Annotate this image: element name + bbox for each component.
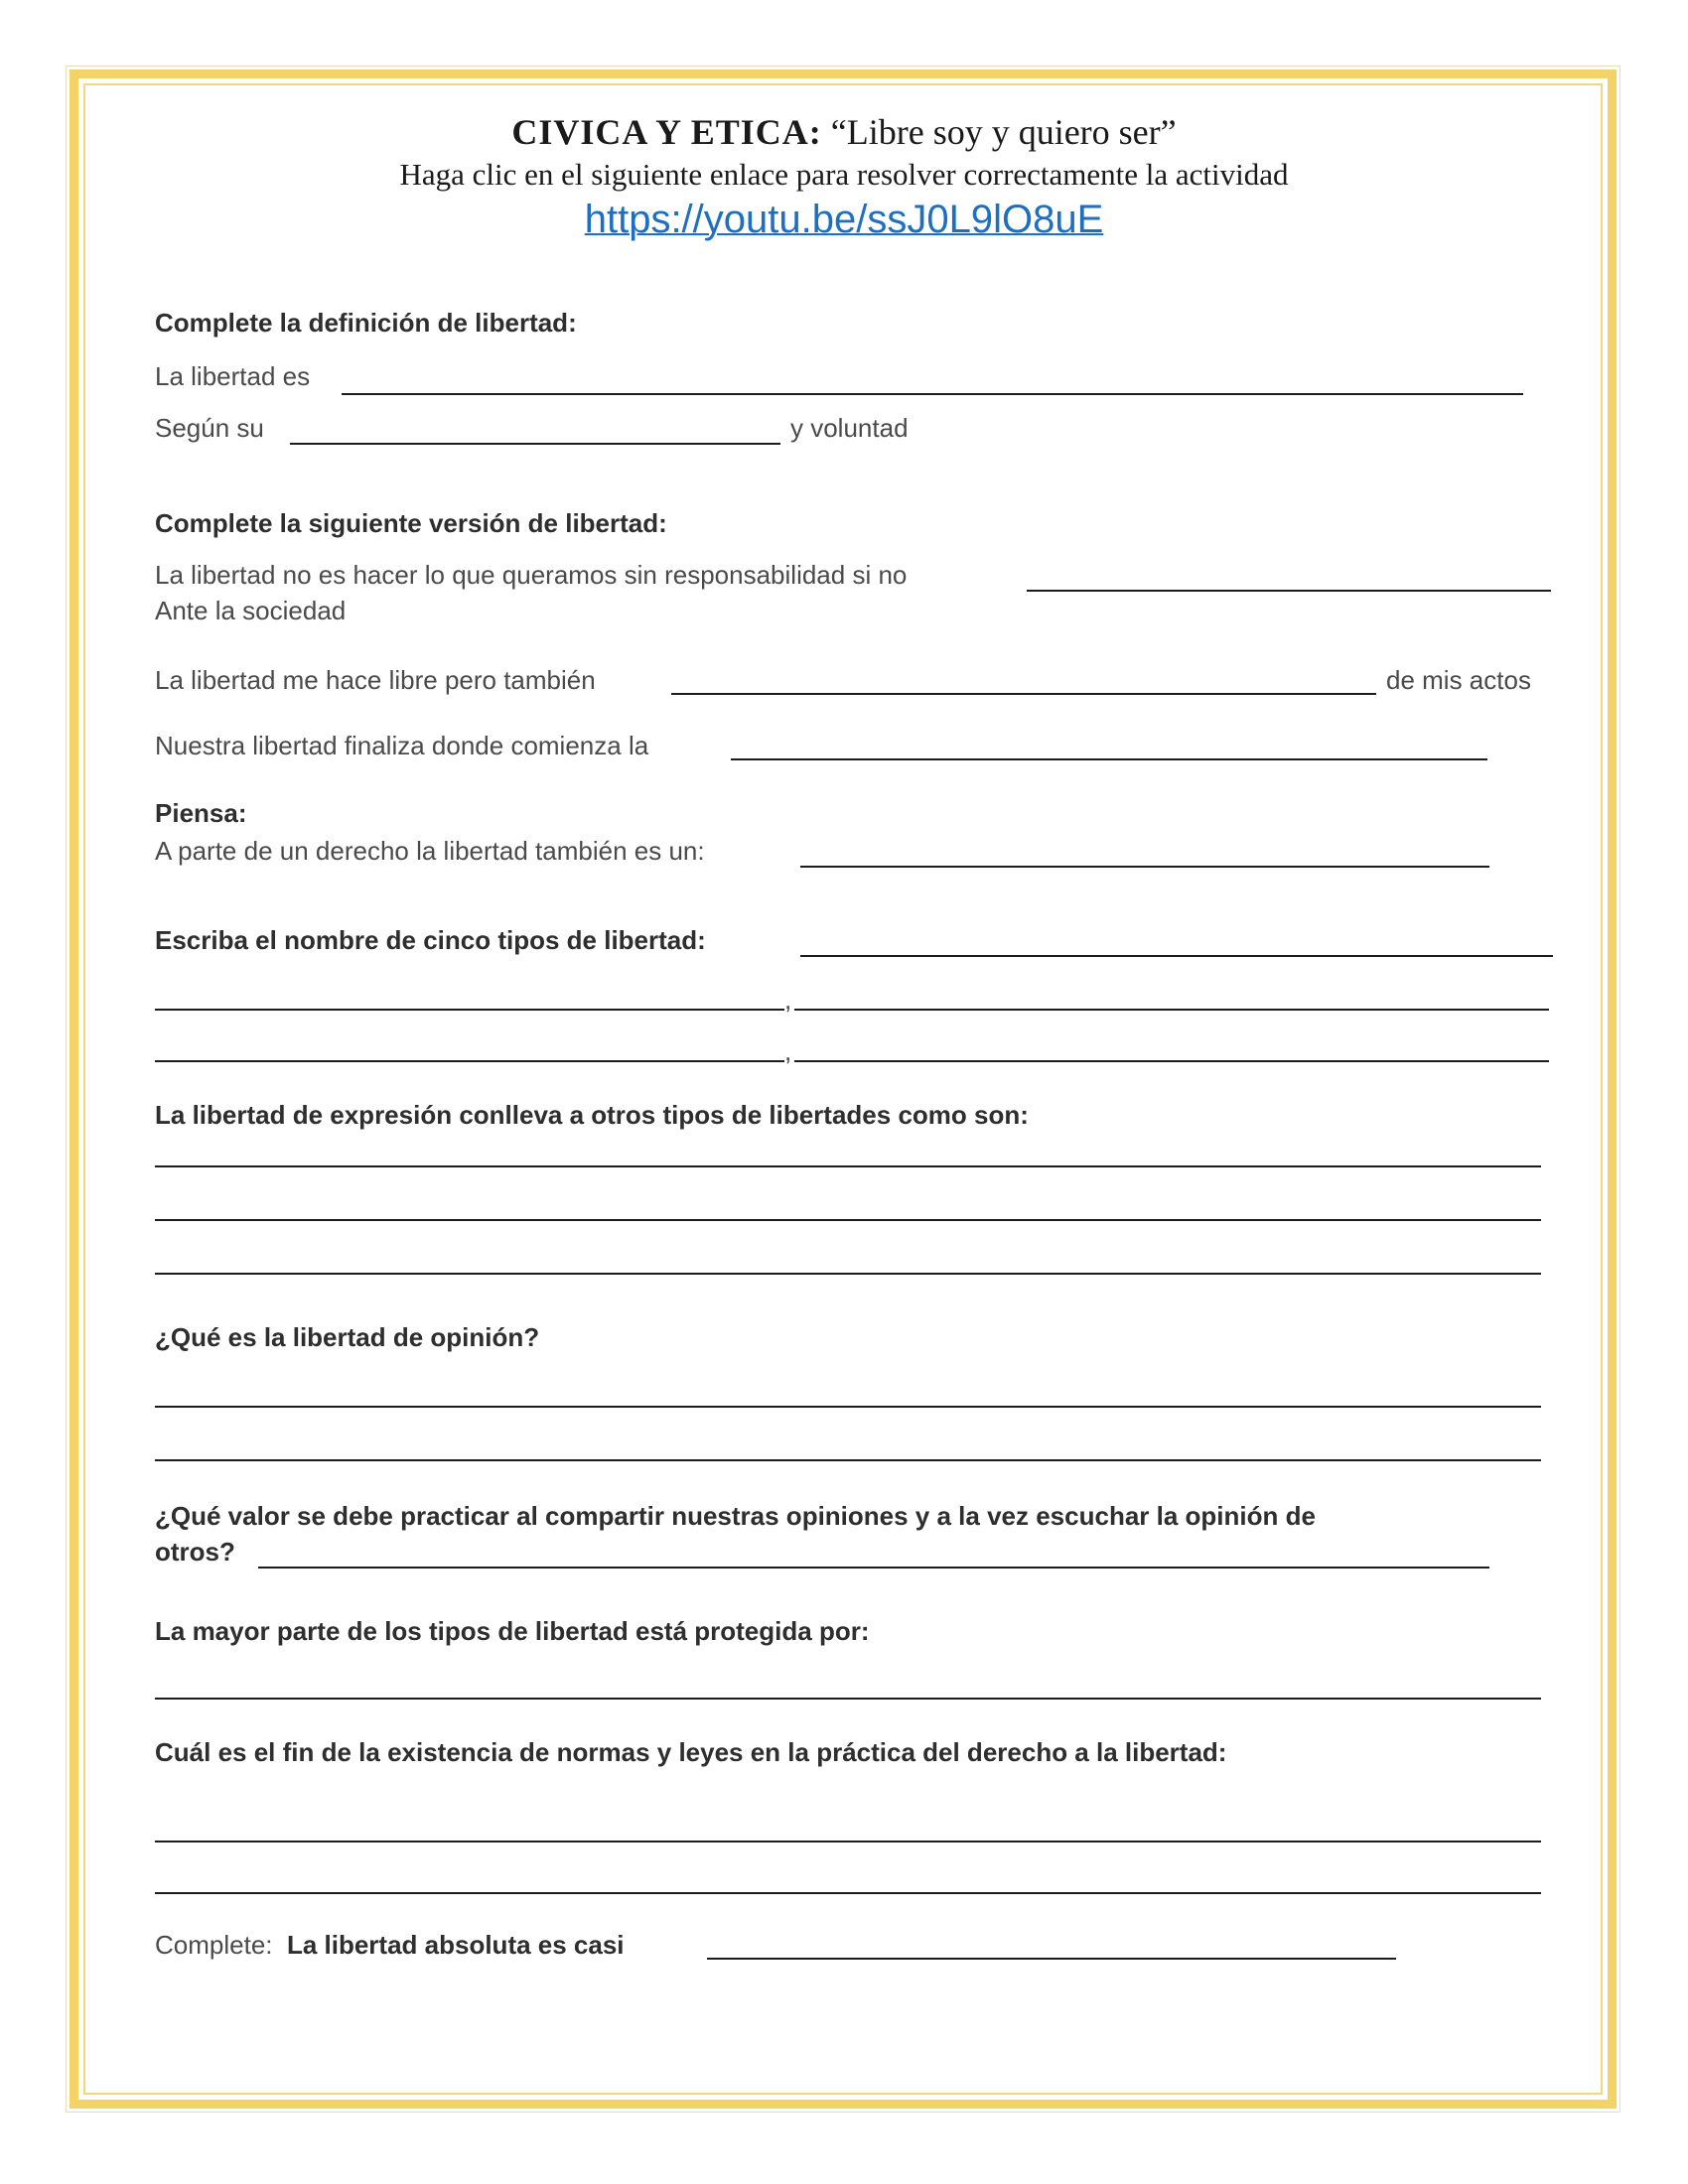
expression-heading: La libertad de expresión conlleva a otros tipos de libertades como son:	[155, 1100, 1029, 1130]
definition-prompt-2-end: y voluntad	[790, 413, 909, 443]
answer-line[interactable]	[671, 693, 1376, 695]
version-heading: Complete la siguiente versión de libertad:	[155, 508, 667, 538]
answer-line[interactable]	[707, 1958, 1396, 1960]
comma: ,	[784, 985, 792, 1015]
answer-line[interactable]	[731, 758, 1487, 760]
version-prompt-2-end: de mis actos	[1386, 665, 1531, 695]
answer-line[interactable]	[155, 1219, 1541, 1221]
answer-line[interactable]	[258, 1567, 1489, 1569]
think-prompt: A parte de un derecho la libertad también es un:	[155, 836, 705, 866]
answer-line[interactable]	[155, 1698, 1541, 1700]
comma: ,	[784, 1036, 792, 1066]
answer-line[interactable]	[1027, 590, 1551, 592]
video-link-row	[0, 197, 1688, 242]
answer-line[interactable]	[155, 1009, 784, 1011]
version-prompt-1-cont: Ante la sociedad	[155, 596, 347, 625]
answer-line[interactable]	[342, 393, 1523, 395]
answer-line[interactable]	[155, 1406, 1541, 1408]
subject-label: CIVICA Y ETICA:	[511, 112, 822, 152]
final-question	[155, 1930, 625, 1960]
value-question-cont: otros?	[155, 1537, 235, 1567]
answer-line[interactable]	[155, 1459, 1541, 1461]
theme-label: “Libre soy y quiero ser”	[821, 112, 1177, 152]
answer-line[interactable]	[155, 1273, 1541, 1275]
opinion-heading: ¿Qué es la libertad de opinión?	[155, 1322, 540, 1352]
answer-line[interactable]	[155, 1841, 1541, 1843]
version-prompt-3: Nuestra libertad finaliza donde comienza la	[155, 731, 649, 760]
worksheet-title	[0, 111, 1688, 153]
answer-line[interactable]	[794, 1060, 1549, 1062]
answer-line[interactable]	[800, 866, 1489, 868]
answer-line[interactable]	[800, 955, 1553, 957]
norms-heading: Cuál es el fin de la existencia de normas y leyes en la práctica del derecho a la libertad:	[155, 1737, 1227, 1767]
definition-heading: Complete la definición de libertad:	[155, 308, 577, 338]
value-question: ¿Qué valor se debe practicar al compartir nuestras opiniones y a la vez escuchar la opinión de	[155, 1501, 1316, 1531]
answer-line[interactable]	[155, 1892, 1541, 1894]
five-types-heading: Escriba el nombre de cinco tipos de libertad:	[155, 925, 706, 955]
definition-prompt-2: Según su	[155, 413, 264, 443]
page-border-inner	[83, 83, 1603, 2095]
answer-line[interactable]	[290, 443, 780, 445]
video-link[interactable]: https://youtu.be/ssJ0L9lO8uE	[584, 198, 1104, 241]
definition-prompt-1: La libertad es	[155, 361, 311, 391]
protection-heading: La mayor parte de los tipos de libertad está protegida por:	[155, 1616, 870, 1646]
version-prompt-1: La libertad no es hacer lo que queramos sin responsabilidad si no	[155, 560, 908, 590]
answer-line[interactable]	[794, 1009, 1549, 1011]
complete-label: Complete:	[155, 1930, 273, 1960]
absolute-freedom-prompt: La libertad absoluta es casi	[286, 1930, 625, 1960]
answer-line[interactable]	[155, 1165, 1541, 1167]
think-heading: Piensa:	[155, 798, 247, 828]
instruction-text: Haga clic en el siguiente enlace para resolver correctamente la actividad	[399, 157, 1289, 192]
version-prompt-2: La libertad me hace libre pero también	[155, 665, 596, 695]
answer-line[interactable]	[155, 1060, 784, 1062]
